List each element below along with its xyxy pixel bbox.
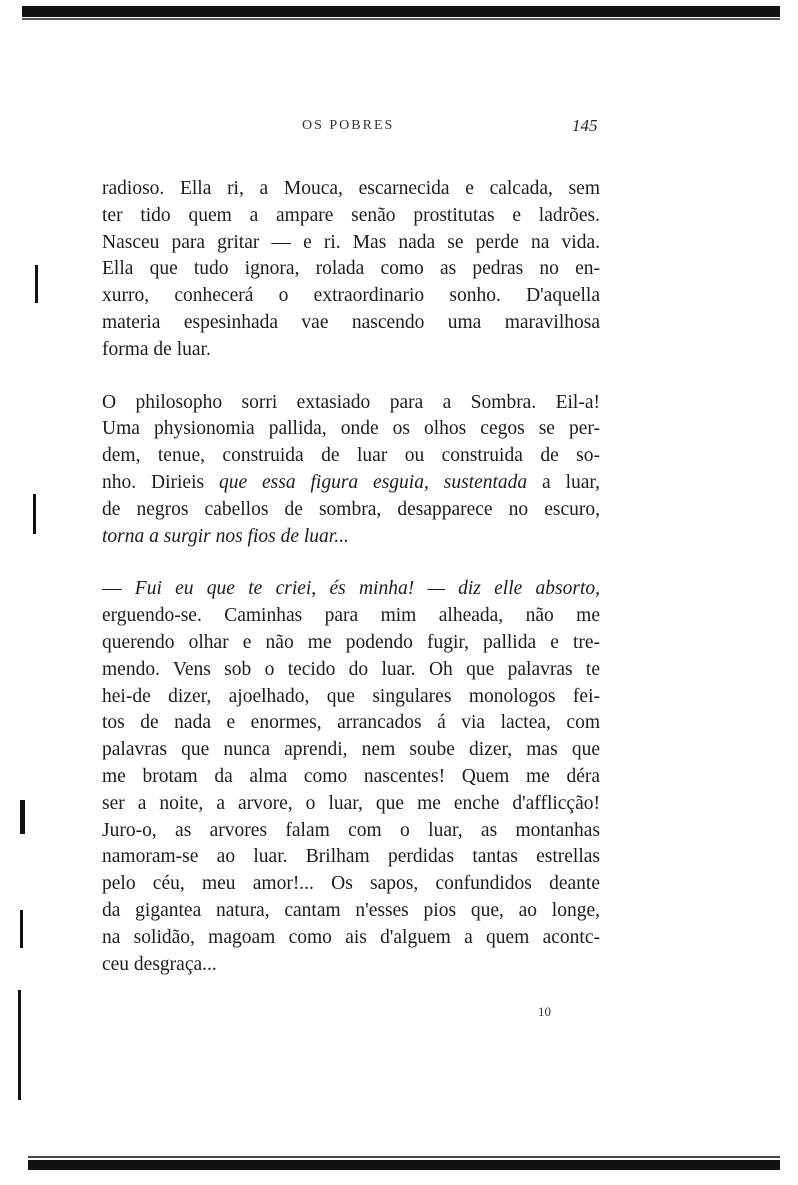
running-head [0, 118, 798, 138]
text-line: ceu desgraça... [102, 953, 217, 975]
top-scan-border [22, 6, 780, 17]
italic-run: Fui eu que te criei, és minha! [134, 578, 415, 600]
text-run: a luar, [527, 471, 600, 493]
text-line: Nasceu para gritar — e ri. Mas nada se perde na vida. [102, 231, 600, 253]
body-text [102, 176, 600, 978]
text-line: me brotam da alma como nascentes! Quem me déra [102, 765, 600, 787]
text-line: Juro-o, as arvores falam com o luar, as montanhas [102, 819, 600, 841]
text-line: Ella que tudo ignora, rolada como as pedras no en- [102, 258, 600, 280]
text-line: O philosopho sorri extasiado para a Sombra. Eil-a! [102, 391, 600, 413]
bottom-scan-border [28, 1160, 780, 1170]
margin-mark [35, 265, 38, 303]
paragraph-gap [102, 364, 600, 390]
text-line: Uma physionomia pallida, onde os olhos cegos se per- [102, 418, 600, 440]
text-line: namoram-se ao luar. Brilham perdidas tantas estrellas [102, 846, 600, 868]
text-line: radioso. Ella ri, a Mouca, escarnecida e calcada, sem [102, 178, 600, 199]
text-line: palavras que nunca aprendi, nem soube dizer, mas que [102, 739, 600, 761]
text-line [102, 470, 600, 497]
text-run: nho. Dirieis [102, 471, 219, 493]
text-line: querendo olhar e não me podendo fugir, pallida e tre- [102, 631, 600, 653]
text-line: da gigantea natura, cantam n'esses pios que, ao longe, [102, 899, 600, 921]
paragraph-3 [102, 576, 600, 978]
text-line: materia espesinhada vae nascendo uma maravilhosa [102, 311, 600, 333]
margin-mark [20, 910, 23, 948]
paragraph-gap [102, 550, 600, 576]
text-line: erguendo-se. Caminhas para mim alheada, não me [102, 605, 600, 627]
margin-mark [20, 800, 25, 834]
text-line: ter tido quem a ampare senão prostitutas e ladrões. [102, 204, 600, 226]
italic-run: — diz elle absorto, [414, 578, 601, 600]
text-line: de negros cabellos de sombra, desapparece no escuro, [102, 498, 600, 520]
signature-mark: 10 [538, 1004, 551, 1019]
top-scan-border-thin [22, 18, 780, 20]
text-line: dem, tenue, construida de luar ou construida de so- [102, 445, 600, 467]
italic-run: torna a surgir nos fios [102, 525, 276, 547]
text-line: pelo céu, meu amor!... Os sapos, confundidos deante [102, 873, 600, 895]
text-line [102, 576, 600, 603]
text-line: hei-de dizer, ajoelhado, que singulares monologos fei- [102, 685, 600, 707]
margin-mark [18, 990, 21, 1100]
margin-mark [33, 494, 36, 534]
text-line: na solidão, magoam como ais d'alguem a quem acontc- [102, 926, 600, 948]
text-line: xurro, conhecerá o extraordinario sonho. D'aquella [102, 285, 600, 307]
text-line: tos de nada e enormes, arrancados á via lactea, com [102, 712, 600, 734]
italic-run: de luar... [275, 525, 349, 547]
text-line: forma de luar. [102, 338, 211, 360]
page-number: 145 [572, 116, 598, 135]
paragraph-1 [102, 176, 600, 364]
text-run: — [102, 578, 135, 600]
text-line: ser a noite, a arvore, o luar, que me enche d'afflicção! [102, 792, 600, 814]
running-title: OS POBRES [302, 118, 395, 133]
bottom-scan-border-thin [28, 1156, 780, 1158]
italic-run: que essa figura esguia, sustentada [218, 471, 528, 493]
text-line: mendo. Vens sob o tecido do luar. Oh que palavras te [102, 658, 600, 680]
paragraph-2 [102, 390, 600, 551]
text-line [102, 524, 600, 551]
